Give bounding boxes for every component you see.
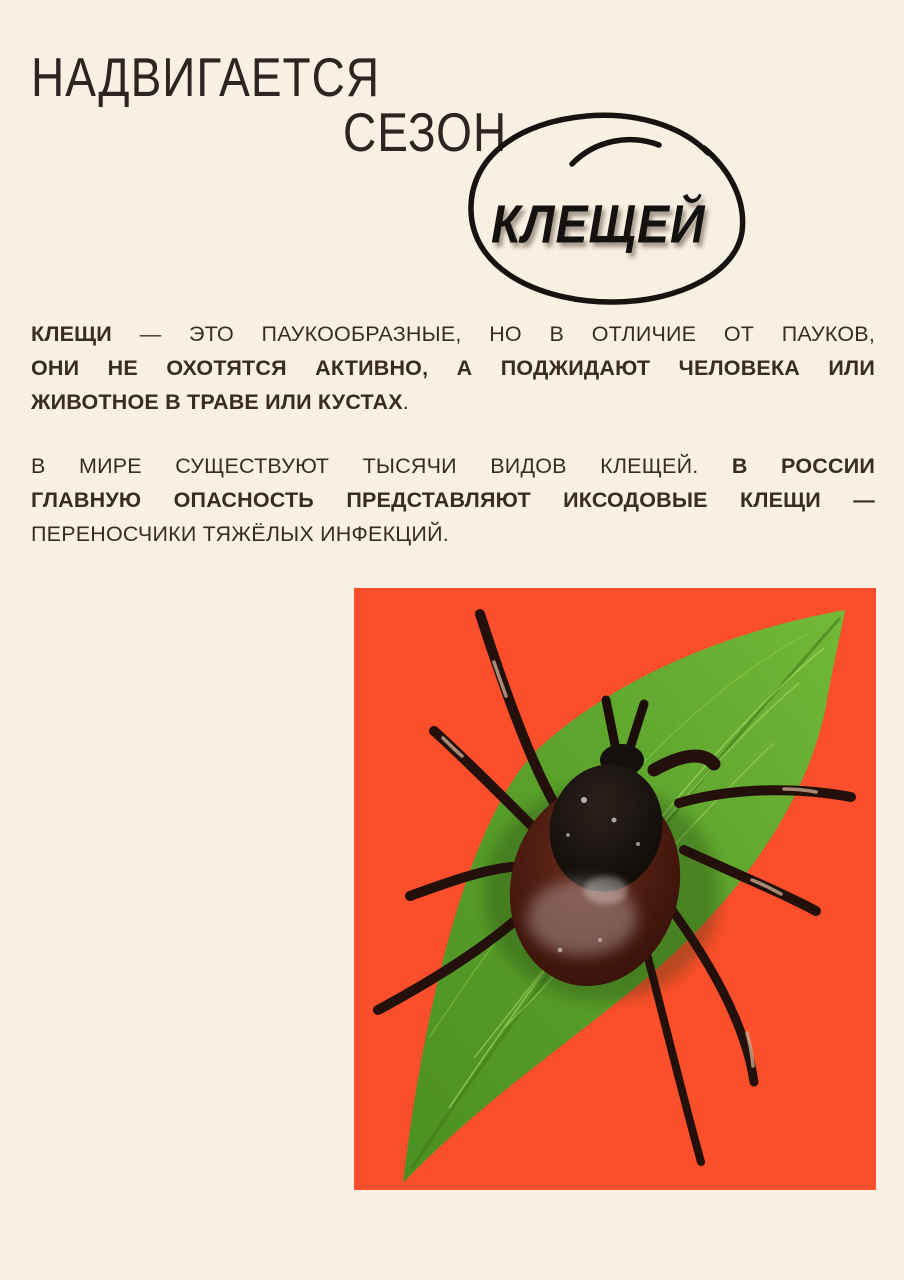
title-line-2: СЕЗОН <box>343 101 508 163</box>
text-line: В МИРЕ СУЩЕСТВУЮТ ТЫСЯЧИ ВИДОВ КЛЕЩЕЙ. В РОССИИ <box>31 454 875 478</box>
text-line: ОНИ НЕ ОХОТЯТСЯ АКТИВНО, А ПОДЖИДАЮТ ЧЕЛОВЕКА ИЛИ <box>31 356 875 380</box>
title-line-1: НАДВИГАЕТСЯ <box>31 46 381 108</box>
text-line: ПЕРЕНОСЧИКИ ТЯЖЁЛЫХ ИНФЕКЦИЙ. <box>31 522 449 546</box>
circled-word: КЛЕЩЕЙ <box>491 195 706 255</box>
paragraph-1 <box>31 317 875 419</box>
paragraph-2 <box>31 449 875 551</box>
text-line: ЖИВОТНОЕ В ТРАВЕ ИЛИ КУСТАХ. <box>31 390 409 414</box>
text-line: ГЛАВНУЮ ОПАСНОСТЬ ПРЕДСТАВЛЯЮТ ИКСОДОВЫЕ КЛЕЩИ — <box>31 488 875 512</box>
tick-photo <box>354 588 876 1190</box>
text-line: КЛЕЩИ — ЭТО ПАУКООБРАЗНЫЕ, НО В ОТЛИЧИЕ ОТ ПАУКОВ, <box>31 322 875 346</box>
